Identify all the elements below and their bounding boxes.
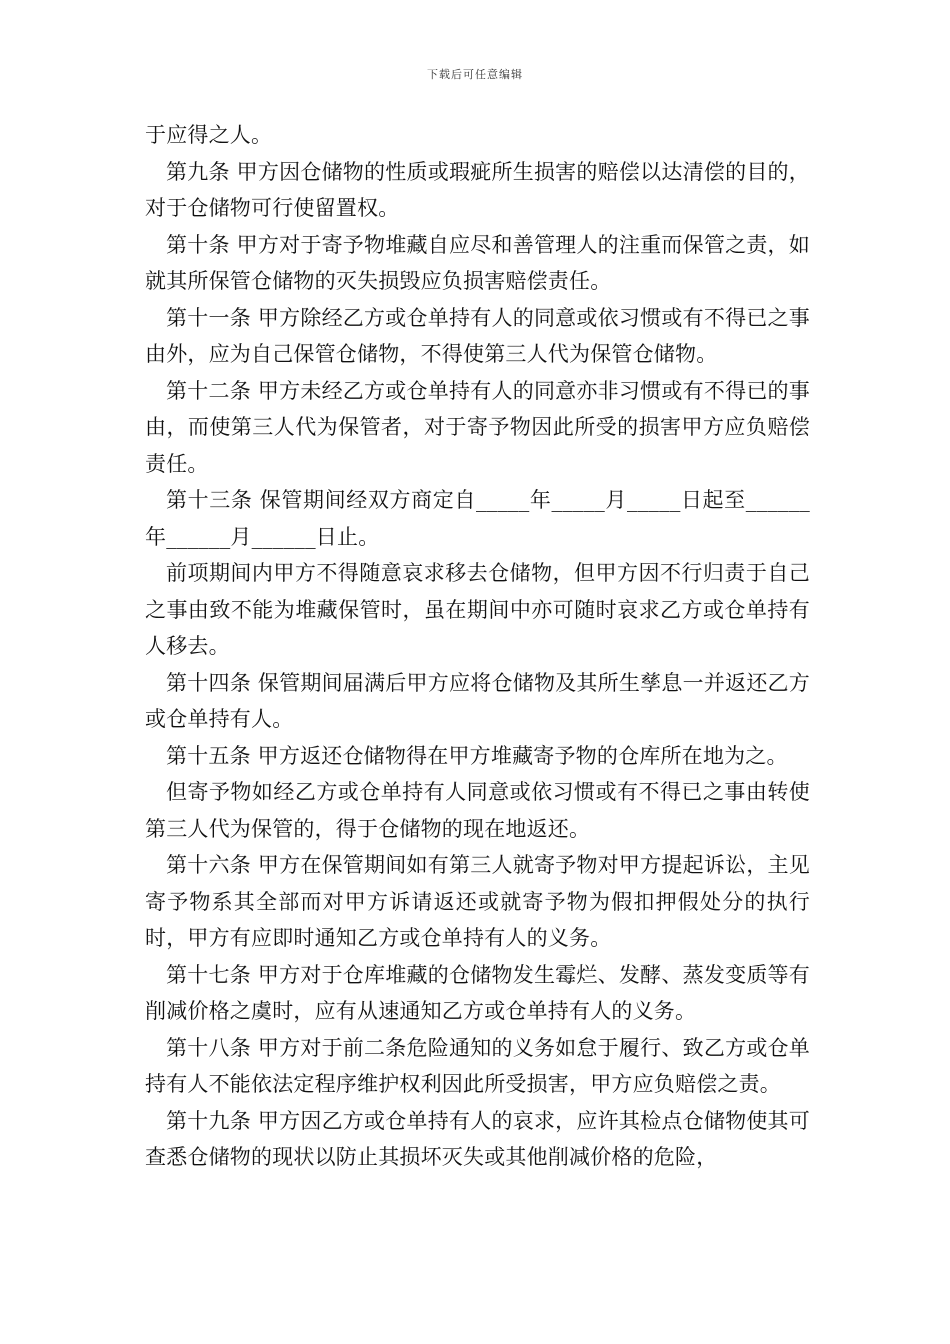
article-13-clause: 前项期间内甲方不得随意哀求移去仓储物，但甲方因不行归责于自己之事由致不能为堆藏保管时，虽在期间中亦可随时哀求乙方或仓单持有人移去。	[145, 561, 810, 658]
paragraph-continuation: 于应得之人。	[145, 123, 273, 147]
article-13: 第十三条 保管期间经双方商定自_____年_____月_____日起至______年______月______日止。	[145, 488, 810, 549]
article-19: 第十九条 甲方因乙方或仓单持有人的哀求，应许其检点仓储物使其可查悉仓储物的现状以防止其损坏灭失或其他削减价格的危险，	[145, 1108, 810, 1169]
article-15-clause: 但寄予物如经乙方或仓单持有人同意或依习惯或有不得已之事由转使第三人代为保管的，得于仓储物的现在地返还。	[145, 780, 810, 841]
page-header: 下载后可任意编辑	[427, 68, 523, 81]
article-11: 第十一条 甲方除经乙方或仓单持有人的同意或依习惯或有不得已之事由外，应为自己保管仓储物，不得使第三人代为保管仓储物。	[145, 305, 810, 366]
article-15: 第十五条 甲方返还仓储物得在甲方堆藏寄予物的仓库所在地为之。	[166, 743, 788, 768]
article-18: 第十八条 甲方对于前二条危险通知的义务如怠于履行、致乙方或仓单持有人不能依法定程序维护权利因此所受损害，甲方应负赔偿之责。	[145, 1035, 810, 1096]
article-17: 第十七条 甲方对于仓库堆藏的仓储物发生霉烂、发酵、蒸发变质等有削减价格之虞时，应有从速通知乙方或仓单持有人的义务。	[145, 962, 810, 1023]
article-10: 第十条 甲方对于寄予物堆藏自应尽和善管理人的注重而保管之责，如就其所保管仓储物的灭失损毁应负损害赔偿责任。	[145, 232, 810, 293]
document-body	[145, 117, 810, 1176]
article-16: 第十六条 甲方在保管期间如有第三人就寄予物对甲方提起诉讼，主见寄予物系其全部而对甲方诉请返还或就寄予物为假扣押假处分的执行时，甲方有应即时通知乙方或仓单持有人的义务。	[145, 853, 810, 950]
article-9: 第九条 甲方因仓储物的性质或瑕疵所生损害的赔偿以达清偿的目的，对于仓储物可行使留置权。	[145, 159, 810, 220]
article-14: 第十四条 保管期间届满后甲方应将仓储物及其所生孳息一并返还乙方或仓单持有人。	[145, 670, 810, 731]
article-12: 第十二条 甲方未经乙方或仓单持有人的同意亦非习惯或有不得已的事由，而使第三人代为保管者，对于寄予物因此所受的损害甲方应负赔偿责任。	[145, 378, 810, 476]
